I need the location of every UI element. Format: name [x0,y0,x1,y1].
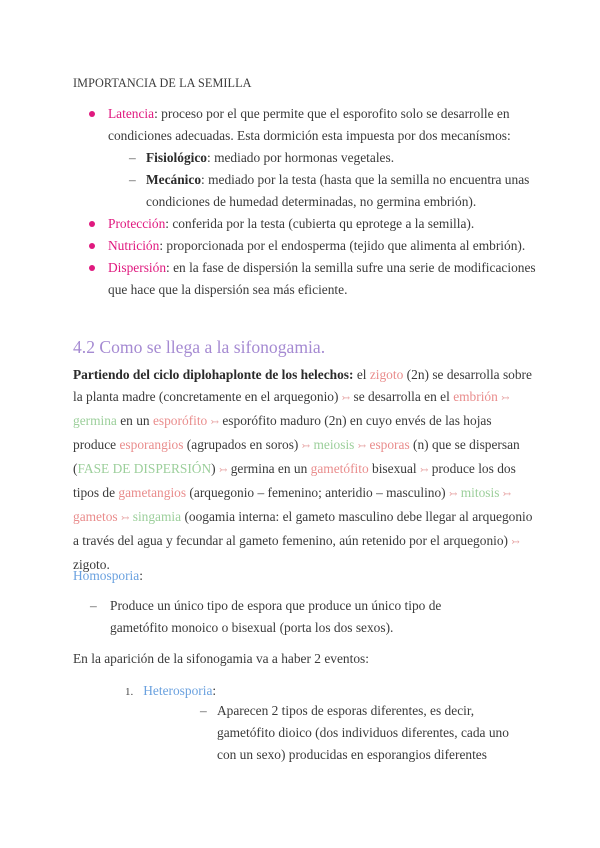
dash-icon: – [90,598,97,613]
arrow-icon: ↣ [341,393,351,404]
para-text: se desarrolla en el [350,389,454,404]
term-fase-dispersion: FASE DE DISPERSIÓN [77,461,212,476]
term-mecanico: Mecánico [146,172,202,187]
term-embrion: embrión [453,389,498,404]
term-singamia: singamia [132,509,182,524]
term-homosporia: Homosporia [73,568,140,583]
para-text: bisexual [368,461,420,476]
arrow-icon: ↣ [420,465,429,476]
para-lead: Partiendo del ciclo diplohaplonte de los helechos: [73,367,354,382]
bullet-nutricion [73,235,543,257]
bullet-dot-icon [89,243,95,249]
term-gametangios: gametangios [118,485,187,500]
subitem-mecanico [73,169,543,213]
para-text: zigoto. [73,557,110,572]
para-text: esporófito maduro (2n) en cuyo envés de las hojas produce [73,413,492,452]
term-latencia: Latencia [108,106,155,121]
bullet-dot-icon [89,221,95,227]
term-gametos: gametos [73,509,118,524]
dash-icon: – [129,172,136,187]
dash-icon: – [129,150,136,165]
arrow-icon: ↣ [357,441,367,452]
heterosporia-item [200,700,530,766]
arrow-icon: ↣ [301,441,311,452]
events-intro: En la aparición de la sifonogamia va a haber 2 eventos: [73,651,369,666]
dash-icon: – [200,703,207,718]
homosporia-item [90,595,490,639]
para-text: produce los dos tipos de [73,461,516,500]
colon: : [212,683,217,698]
term-nutricion: Nutrición [108,238,160,253]
section-title: 4.2 Como se llega a la sifonogamia. [73,337,326,357]
bullet-list [73,103,543,301]
arrow-icon: ↣ [120,513,130,524]
bullet-proteccion [73,213,543,235]
term-meiosis: meiosis [313,437,355,452]
bullet-dot-icon [89,111,95,117]
homosporia-heading [73,565,143,587]
term-esporas: esporas [369,437,410,452]
list-number: 1. [125,686,134,698]
para-text: (agrupados en soros) [183,437,302,452]
bullet-text: : conferida por la testa (cubierta qu eprotege a la semilla). [165,216,475,231]
bullet-latencia [73,103,543,147]
subitem-text: : mediado por hormonas vegetales. [207,150,395,165]
arrow-icon: ↣ [502,489,512,500]
term-proteccion: Protección [108,216,166,231]
subitem-text: : mediado por la testa (hasta que la semilla no encuentra unas condiciones de humedad determinadas, no germina embrión). [146,172,530,209]
term-germina: germina [73,413,117,428]
para-text: ) [211,461,219,476]
bullet-dispersion [73,257,543,301]
subitem-fisiologico [73,147,543,169]
heterosporia-text: Aparecen 2 tipos de esporas diferentes, es decir, gametófito dioico (dos individuos diferentes, cada uno con un sexo) producidas en esporangios diferentes [217,703,509,762]
term-gametofito: gametófito [310,461,369,476]
term-esporofito: esporófito [152,413,208,428]
bullet-dot-icon [89,265,95,271]
para-text: el [353,367,370,382]
bullet-text: : en la fase de dispersión la semilla sufre una serie de modificaciones que hace que la dispersión sea más eficiente. [108,260,536,297]
arrow-icon: ↣ [448,489,458,500]
para-text: (n) que se dispersan ( [73,437,520,476]
term-mitosis: mitosis [460,485,500,500]
para-text: (arquegonio – femenino; anteridio – masculino) [186,485,449,500]
para-text: (2n) se desarrolla sobre la planta madre (concretamente en el arquegonio) [73,367,532,404]
cycle-paragraph [73,364,533,576]
term-dispersion: Dispersión [108,260,167,275]
bullet-text: : proceso por el que permite que el esporofito solo se desarrolle en condiciones adecuadas. Esta dormición esta impuesta por dos mecanísmos: [108,106,511,143]
arrow-icon: ↣ [511,537,520,548]
para-text: en un [116,413,153,428]
term-zigoto: zigoto [369,367,404,382]
bullet-text: : proporcionada por el endosperma (tejido que alimenta al embrión). [159,238,526,253]
arrow-icon: ↣ [210,417,219,428]
term-fisiologico: Fisiológico [146,150,207,165]
section-heading: IMPORTANCIA DE LA SEMILLA [73,76,252,90]
para-text: (oogamia interna: el gameto masculino debe llegar al arquegonio a través del agua y fecundar al gameto femenino, aún retenido por el arquegonio) [73,509,533,548]
para-text: germina en un [227,461,311,476]
term-heterosporia: Heterosporia [143,683,213,698]
homosporia-text: Produce un único tipo de espora que produce un único tipo de gametófito monoico o bisexual (porta los dos sexos). [110,598,442,635]
term-esporangios: esporangios [119,437,184,452]
arrow-icon: ↣ [501,393,510,404]
colon: : [139,568,143,583]
arrow-icon: ↣ [218,465,228,476]
